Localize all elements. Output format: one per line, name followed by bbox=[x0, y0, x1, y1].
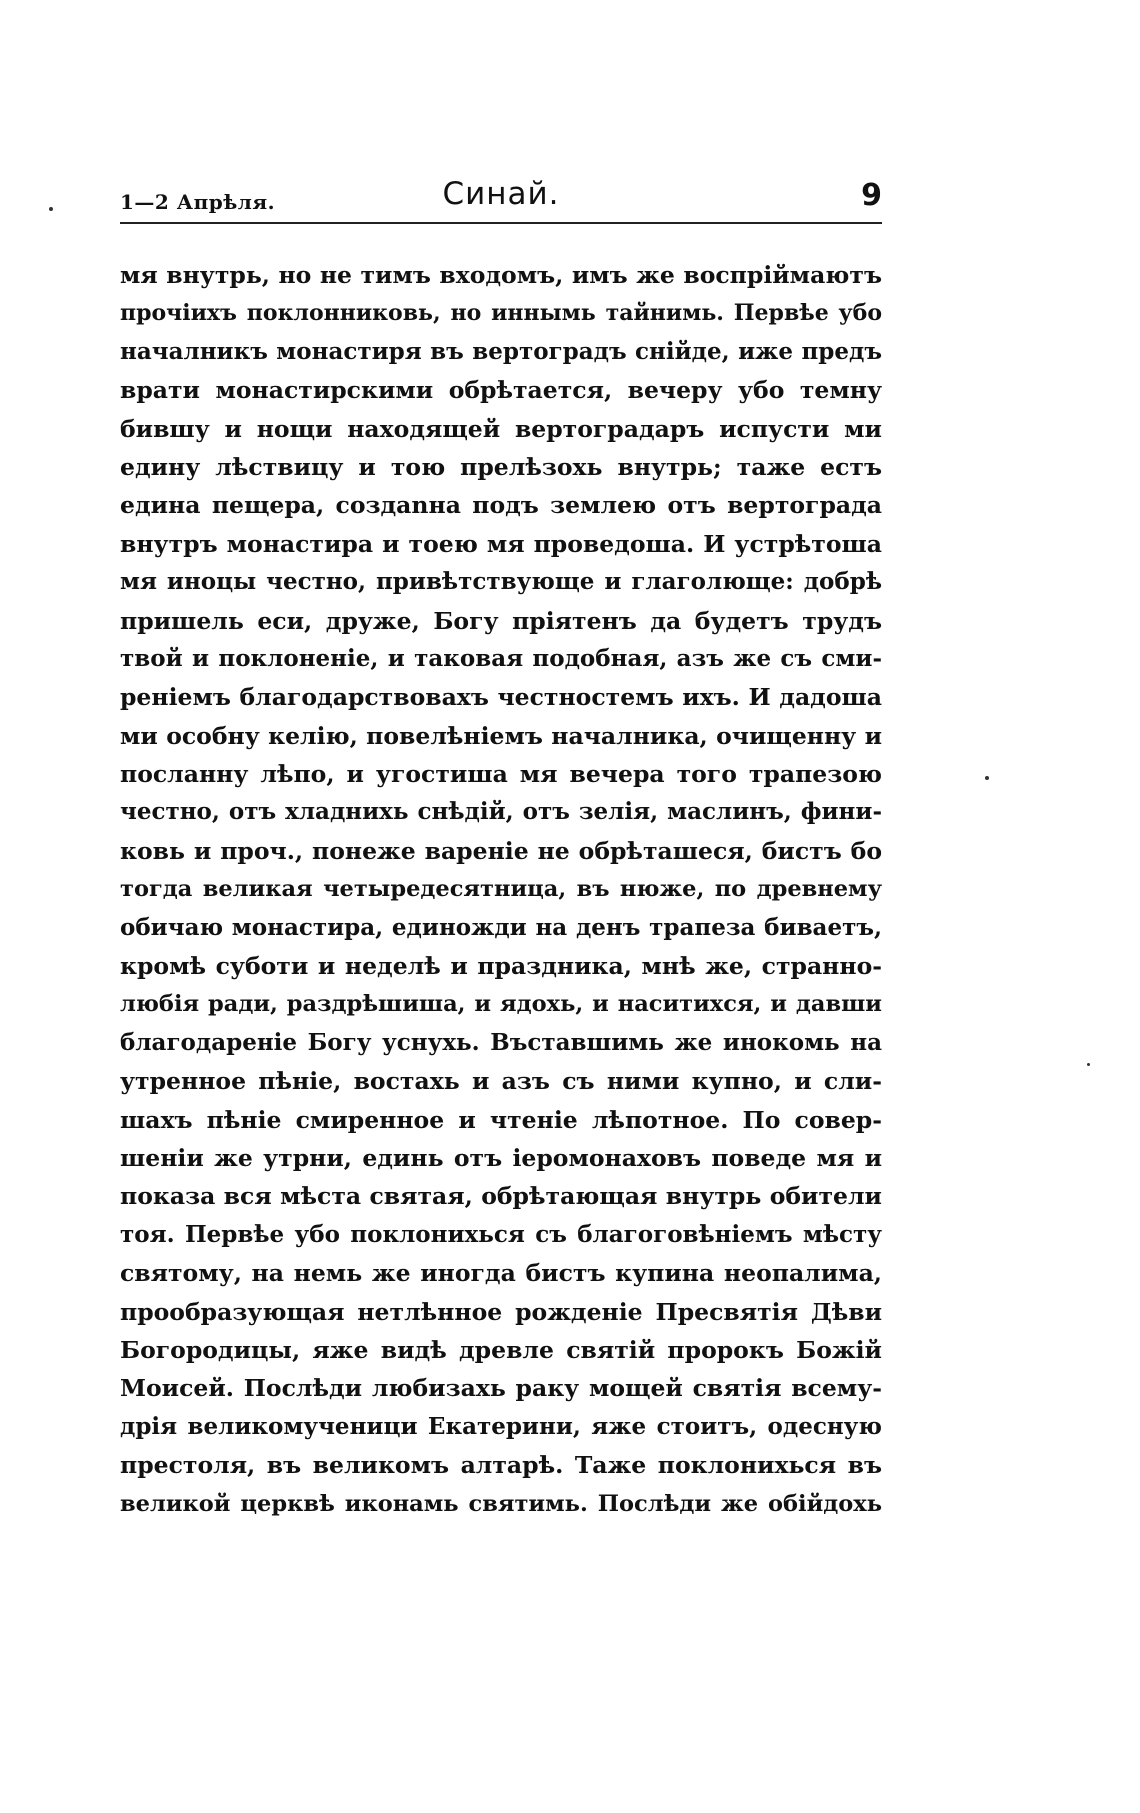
text-line: едину лѣствицу и тою прелѣзохь внутрь; таже естъ bbox=[120, 452, 882, 481]
text-line: любія ради, раздрѣшиша, и ядохь, и наситихся, и давши bbox=[120, 991, 882, 1018]
text-line: мя иноцы честно, привѣтствующе и глаголюще: добрѣ bbox=[120, 568, 882, 596]
text-line: пришель еси, друже, Богу пріятенъ да будетъ трудъ bbox=[120, 606, 882, 635]
scan-speck bbox=[1087, 1063, 1090, 1066]
text-line: престоля, въ великомъ алтарѣ. Таже поклонихься въ bbox=[120, 1451, 882, 1480]
text-line: честно, отъ хладнихь снѣдій, отъ зелія, маслинъ, фини- bbox=[120, 798, 882, 826]
text-line: Богородицы, яже видѣ древле святій пророкъ Божій bbox=[120, 1335, 882, 1364]
text-line: мя внутрь, но не тимъ входомъ, имъ же воспріймаютъ bbox=[120, 261, 882, 289]
text-line: прообразующая нетлѣнное рожденіе Пресвятія Дѣви bbox=[120, 1297, 882, 1326]
running-header bbox=[120, 176, 882, 226]
text-line: внутръ монастира и тоею мя проведоша. И устрѣтоша bbox=[120, 529, 882, 558]
text-line: началникъ монастиря въ вертоградъ снійде, иже предъ bbox=[120, 337, 882, 365]
text-line: врати монастирскими обрѣтается, вечеру убо темну bbox=[120, 376, 882, 405]
scan-speck bbox=[985, 776, 989, 780]
scan-speck bbox=[49, 207, 53, 211]
text-line: дрія великомученици Екатерини, яже стоитъ, одесную bbox=[120, 1412, 882, 1440]
text-line: обичаю монастира, единожди на денъ трапеза биваетъ, bbox=[120, 913, 882, 941]
text-line: утренное пѣніе, востахь и азъ съ ними купно, и сли- bbox=[120, 1067, 882, 1096]
text-line: реніемъ благодарствовахъ честностемъ ихъ. И дадоша bbox=[120, 683, 882, 712]
page-number: 9 bbox=[861, 178, 882, 213]
text-line: кромѣ суботи и неделѣ и праздника, мнѣ же, странно- bbox=[120, 952, 882, 981]
text-line: шеніи же утрни, единь отъ іеромонаховъ поведе мя и bbox=[120, 1143, 882, 1172]
text-line: едина пещера, создanна подъ землею отъ вертограда bbox=[120, 491, 882, 520]
text-line: бившу и нощи находящей вертоградаръ испусти ми bbox=[120, 414, 882, 443]
text-line: твой и поклоненіе, и таковая подобная, азъ же съ сми- bbox=[120, 644, 882, 672]
body-text bbox=[120, 256, 882, 1523]
text-line: показа вся мѣста святая, обрѣтающая внутрь обители bbox=[120, 1182, 882, 1211]
text-line: ковь и проч., понеже вареніе не обрѣташеся, бистъ бо bbox=[120, 836, 882, 865]
text-line: прочіихъ поклонниковь, но иннымь тайнимь. Первѣе убо bbox=[120, 300, 882, 327]
text-line: благодареніе Богу уснухь. Въставшимь же инокомь на bbox=[120, 1028, 882, 1056]
text-line: тоя. Первѣе убо поклонихься съ благоговѣніемъ мѣсту bbox=[120, 1220, 882, 1248]
header-date-range: 1—2 Апрѣля. bbox=[120, 190, 276, 214]
header-title: Синай. bbox=[442, 176, 560, 212]
text-line: святому, на немь же иногда бистъ купина неопалима, bbox=[120, 1259, 882, 1288]
text-line: посланну лѣпо, и угостиша мя вечера того трапезою bbox=[120, 760, 882, 789]
text-line: тогда великая четыредесятница, въ нюже, по древнему bbox=[120, 876, 882, 903]
text-line: Моисей. Послѣди любизахь раку мощей святія всему- bbox=[120, 1374, 882, 1403]
text-line: великой церквѣ иконамь святимь. Послѣди же обійдохь bbox=[120, 1490, 882, 1517]
text-line: ми особну келію, повелѣніемъ началника, очищенну и bbox=[120, 721, 882, 750]
text-line: шахъ пѣніе смиренное и чтеніе лѣпотное. По совер- bbox=[120, 1105, 882, 1134]
header-rule bbox=[120, 222, 882, 224]
